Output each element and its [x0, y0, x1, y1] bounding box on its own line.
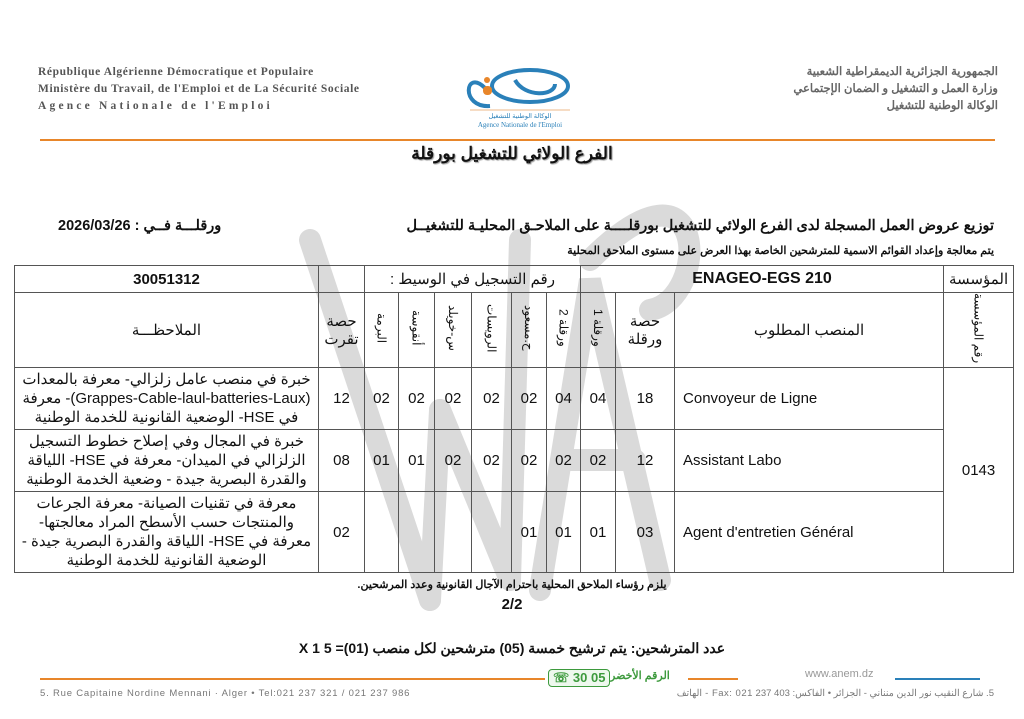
page-number: 2/2 — [501, 596, 523, 613]
empty-cell — [319, 266, 365, 293]
registration-label: رقم التسجيل في الوسيط : — [365, 266, 581, 293]
col-ngoussa: أنقوسة — [409, 310, 424, 346]
job-offers-table — [14, 265, 1014, 573]
col-notes: الملاحظـــة — [15, 293, 319, 368]
cell-bour — [365, 492, 399, 573]
cell-ngoussa — [399, 492, 435, 573]
green-number: 30 05 — [572, 670, 606, 685]
header-row — [15, 293, 1014, 368]
cell-quota-touggourt: 08 — [319, 430, 365, 492]
cell-quota-ouargla: 12 — [616, 430, 675, 492]
institution-row — [15, 266, 1014, 293]
cell-quota-ouargla: 03 — [616, 492, 675, 573]
cell-bour: 01 — [365, 430, 399, 492]
cell-position: Assistant Labo — [675, 430, 944, 492]
col-rouissat: الرويسات — [484, 303, 499, 353]
row-notes: خبرة في منصب عامل زلزالي- معرفة بالمعدات (Grappes-Cable-laul-batteries-Laux)- معرفة في HSE- الوضعية القانونية للخدمة الوطنية — [15, 368, 319, 430]
header-arabic — [793, 64, 998, 115]
header-french — [38, 64, 360, 115]
cell-hassi-messaoud: 02 — [512, 430, 547, 492]
footer-rule: يلزم رؤساء الملاحق المحلية باحترام الآجال القانونية وعدد المرشحين. — [357, 579, 667, 591]
cell-ngoussa: 01 — [399, 430, 435, 492]
cell-ouargla1: 01 — [581, 492, 616, 573]
institution-name: ENAGEO-EGS 210 — [581, 266, 944, 293]
table-row — [15, 430, 1014, 492]
col-inst-number: رقم المؤسسة — [971, 293, 986, 364]
cell-ouargla1: 04 — [581, 368, 616, 430]
date-line: ورقلـــة فــي : 2026/03/26 — [58, 218, 222, 234]
col-bour: البرمة — [374, 313, 389, 344]
cell-position: Agent d'entretien Général — [675, 492, 944, 573]
cell-sidi-khouiled: 02 — [435, 368, 472, 430]
contact-divider-right — [895, 678, 980, 680]
logo-french-text: Agence Nationale de l'Emploi — [477, 121, 563, 129]
cell-quota-ouargla: 18 — [616, 368, 675, 430]
cell-sidi-khouiled — [435, 492, 472, 573]
cell-position: Convoyeur de Ligne — [675, 368, 944, 430]
cell-rouissat — [472, 492, 512, 573]
logo-arabic-text: الوكالة الوطنية للتشغيل — [488, 113, 552, 120]
branch-title: الفرع الولائي للتشغيل بورقلة — [411, 144, 613, 163]
contact-divider-left — [40, 678, 545, 680]
header-ar-line-1: الجمهورية الجزائرية الديمقراطية الشعبية — [806, 66, 998, 78]
header-divider — [40, 139, 995, 141]
cell-sidi-khouiled: 02 — [435, 430, 472, 492]
cell-hassi-messaoud: 01 — [512, 492, 547, 573]
cell-ouargla2: 04 — [547, 368, 581, 430]
col-sidi-khouiled: س-خويلد — [446, 305, 460, 352]
cell-ngoussa: 02 — [399, 368, 435, 430]
candidates-note: عدد المترشحين: يتم ترشيح خمسة (05) مترشحين لكل منصب (01)= 5 X 1 — [298, 640, 726, 656]
cell-ouargla1: 02 — [581, 430, 616, 492]
cell-quota-touggourt: 12 — [319, 368, 365, 430]
row-notes: معرفة في تقنيات الصيانة- معرفة الجرعات والمنتجات حسب الأسطح المراد معالجتها- معرفة في HSE- اللياقة والقدرة البصرية جيدة - الوضعية القانونية للخدمة الوطنية — [15, 492, 319, 573]
row-notes: خبرة في المجال وفي إصلاح خطوط التسجيل الزلزالي في الميدان- معرفة في HSE- اللياقة والقدرة البصرية جيدة - وضعية الخدمة الوطنية — [15, 430, 319, 492]
contact-divider-mid — [688, 678, 738, 680]
phone-icon: ☏ — [553, 670, 570, 685]
col-ouargla2: ورقلة 2 — [556, 309, 571, 347]
table-row — [15, 368, 1014, 430]
registration-number: 30051312 — [15, 266, 319, 293]
cell-quota-touggourt: 02 — [319, 492, 365, 573]
green-number-badge — [548, 669, 610, 687]
header-fr-line-2: Ministère du Travail, de l'Emploi et de La Sécurité Sociale — [38, 83, 360, 95]
institution-label: المؤسسة — [944, 266, 1014, 293]
subtitle: يتم معالجة وإعداد القوائم الاسمية للمترشحين الخاصة بهذا العرض على مستوى الملاحق المحلية — [567, 245, 994, 257]
table-row — [15, 492, 1014, 573]
col-position: المنصب المطلوب — [675, 293, 944, 368]
header-fr-line-1: République Algérienne Démocratique et Populaire — [38, 66, 314, 78]
cell-inst-number: 0143 — [944, 368, 1014, 573]
cell-hassi-messaoud: 02 — [512, 368, 547, 430]
col-quota-ouargla: حصة ورقلة — [616, 293, 675, 368]
green-number-label: الرقم الأخضر — [610, 670, 670, 682]
col-ouargla1: ورقلة 1 — [591, 309, 606, 347]
distribution-title: توزيع عروض العمل المسجلة لدى الفرع الولائي للتشغيل بورقلــــة على الملاحـق المحليـة للتشغيــل — [406, 218, 994, 234]
header-ar-line-2: وزارة العمل و التشغيل و الضمان الإجتماعي — [793, 83, 998, 95]
col-hassi-messaoud: ح.مسعود — [522, 305, 536, 351]
cell-rouissat: 02 — [472, 368, 512, 430]
address-arabic: 5. شارع النقيب نور الدين منناني - الجزائر • الفاكس: 403 237 Fax: 021 - الهاتف — [676, 688, 994, 699]
cell-ouargla2: 02 — [547, 430, 581, 492]
header-ar-line-3: الوكالة الوطنية للتشغيل — [886, 100, 998, 112]
col-quota-touggourt: حصة تقرت — [319, 293, 365, 368]
address-french: 5. Rue Capitaine Nordine Mennani · Alger • Tel:021 237 321 / 021 237 986 — [40, 688, 411, 699]
contact-bar — [40, 668, 995, 688]
header-fr-line-3: Agence Nationale de l'Emploi — [38, 100, 273, 112]
cell-rouissat: 02 — [472, 430, 512, 492]
cell-ouargla2: 01 — [547, 492, 581, 573]
cell-bour: 02 — [365, 368, 399, 430]
website-link[interactable]: www.anem.dz — [805, 668, 874, 680]
